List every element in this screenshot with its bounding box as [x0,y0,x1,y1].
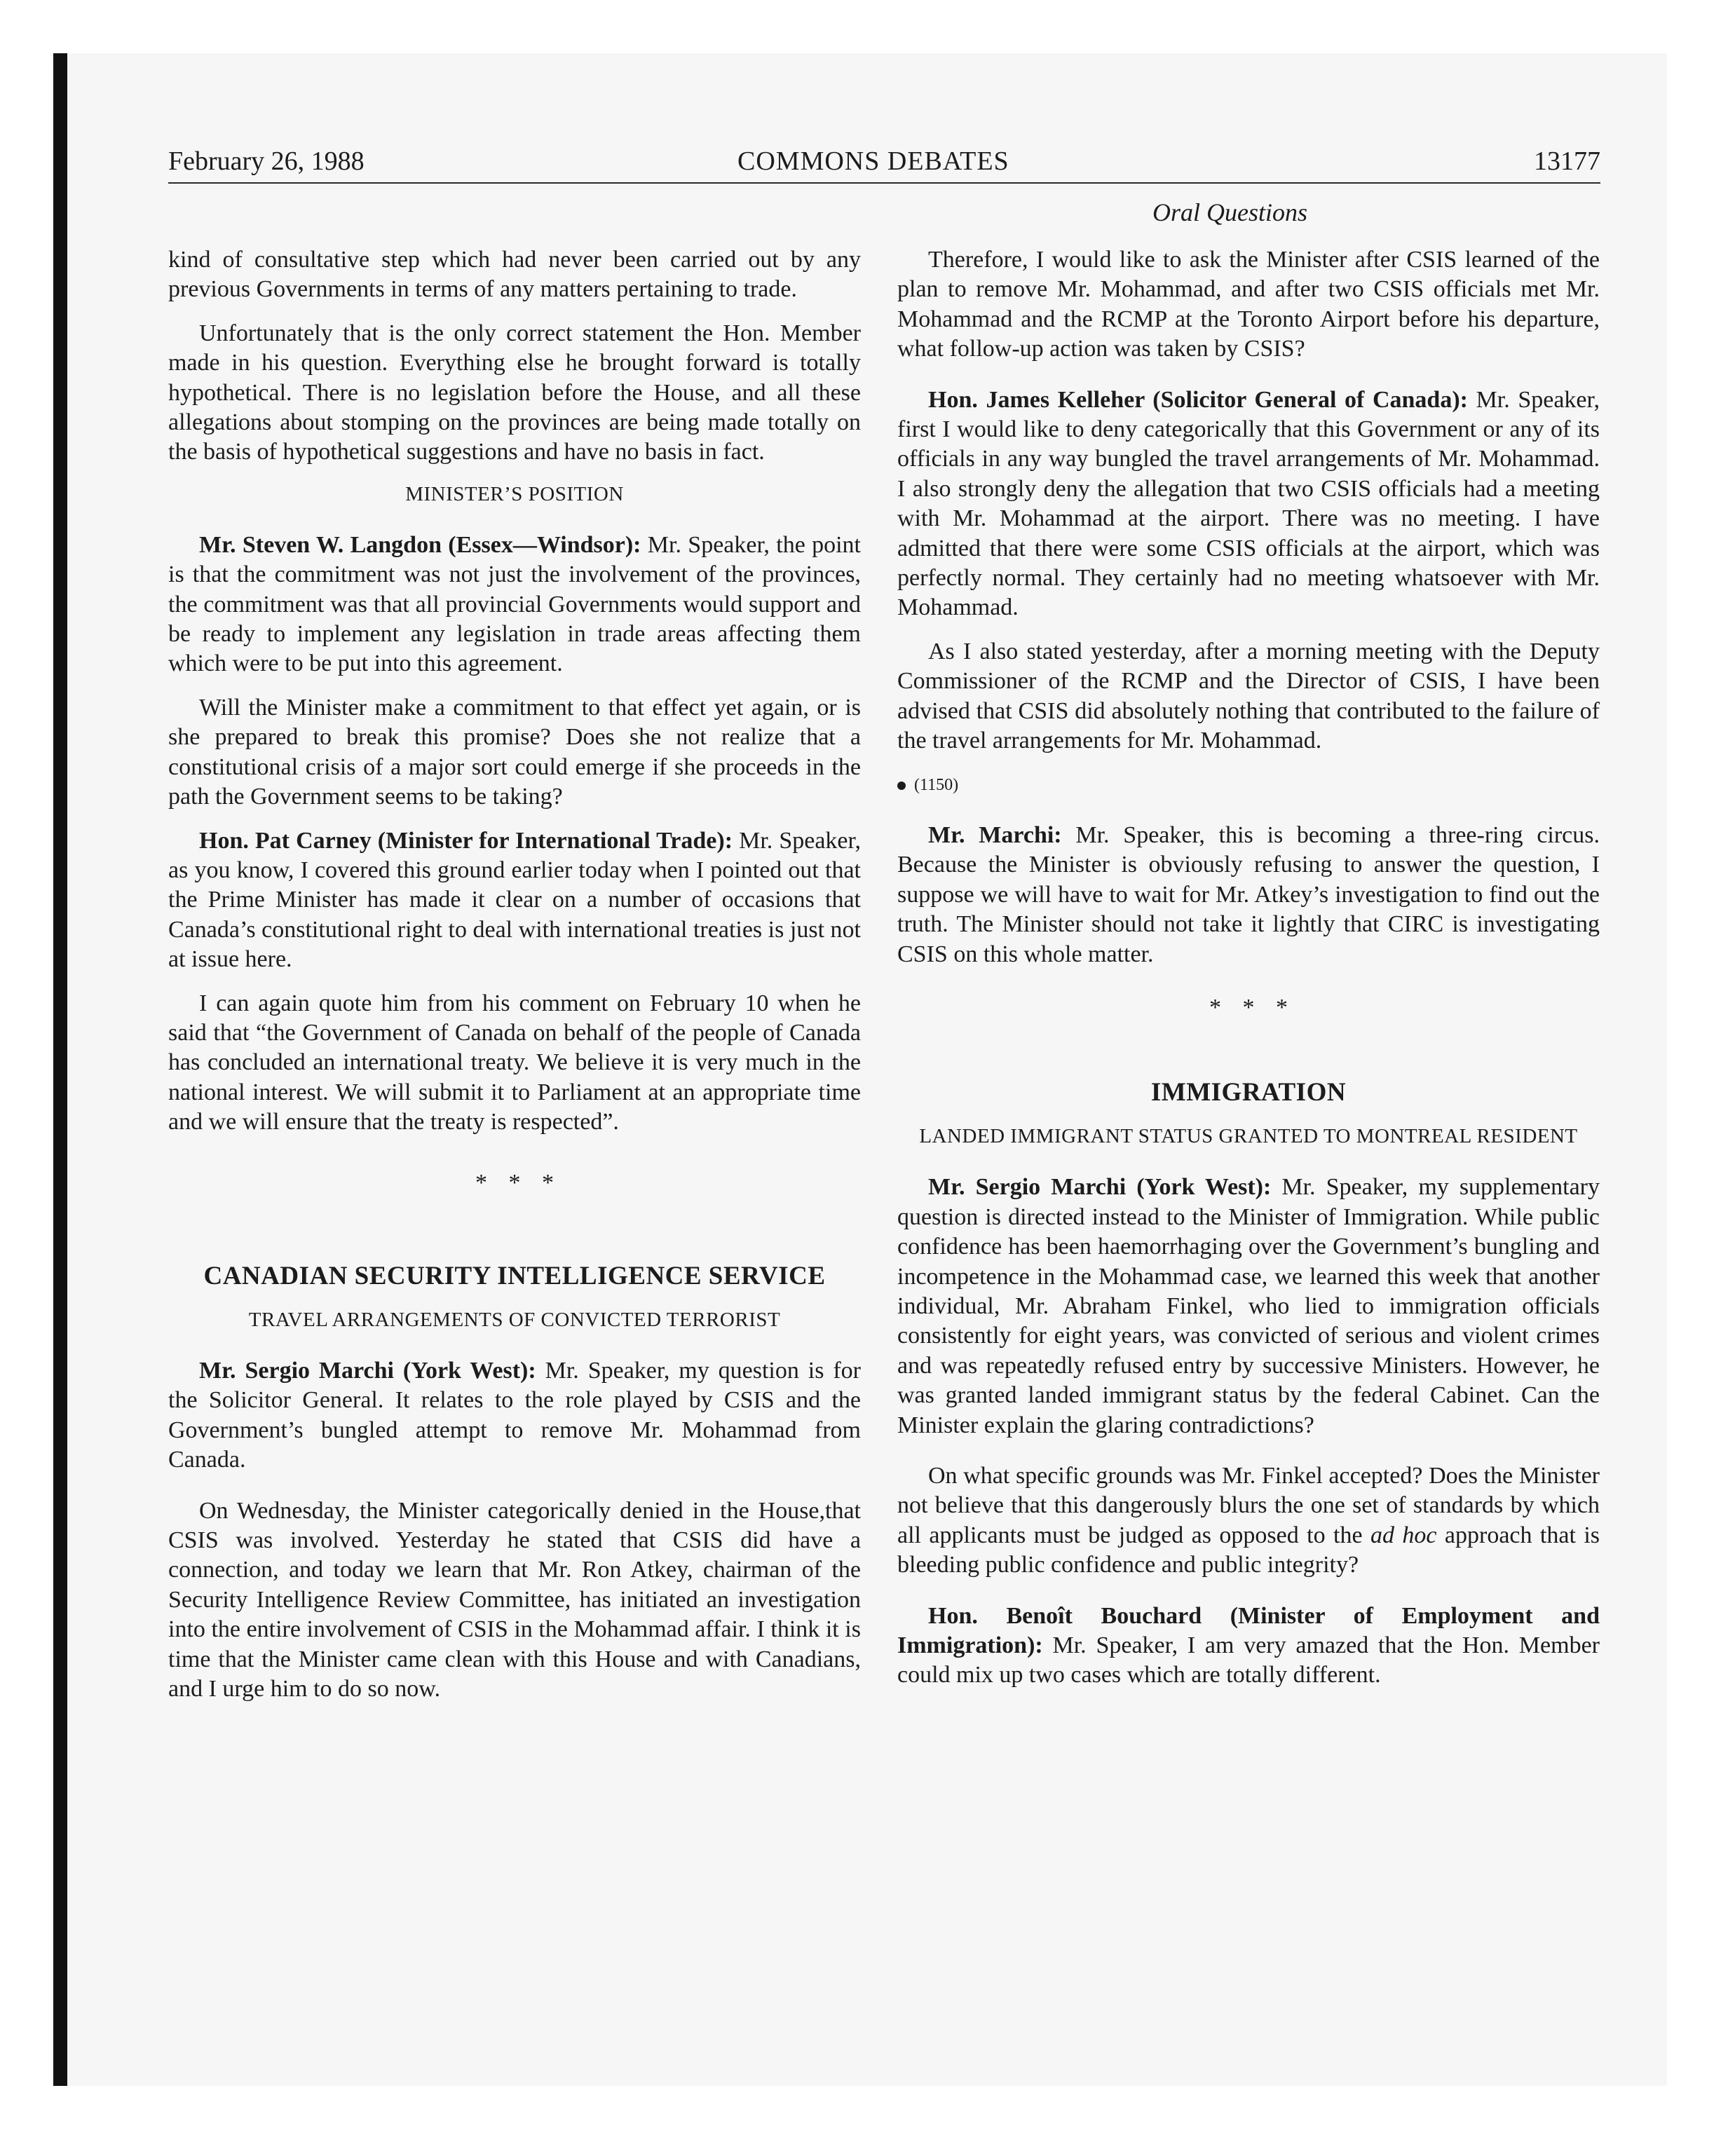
paragraph: I can again quote him from his comment on February 10 when he said that “the Government of Canada on behalf of the people of Canada has concluded an international treaty. We believe it is very much in the national interest. We will submit it to Parliament at an appropriate time and we will ensure that the treaty is respected”. [168,990,861,1135]
right-column [897,245,1600,1705]
subheading-landed-immigrant-status: LANDED IMMIGRANT STATUS GRANTED TO MONTREAL RESIDENT [919,1125,1578,1148]
paragraph: Will the Minister make a commitment to that effect yet again, or is she prepared to break this promise? Does she not realize that a constitutional crisis of a major sort could emerge if she proceeds in the path the Government seems to be taking? [168,694,861,810]
section-separator: * * * [1209,994,1288,1021]
paragraph [897,386,1600,623]
paragraph [897,1173,1600,1440]
header-title: COMMONS DEBATES [737,146,1009,176]
header-page-number: 13177 [1534,146,1600,176]
left-column [168,245,861,1718]
paragraph [168,531,861,679]
speaker-name: Mr. Sergio Marchi (York West): [928,1174,1272,1201]
heading-csis: CANADIAN SECURITY INTELLIGENCE SERVICE [203,1261,826,1290]
speaker-name: Hon. Pat Carney (Minister for International Trade): [199,827,733,854]
paragraph [168,826,861,975]
speaker-name: Hon. Benoît Bouchard (Minister of Employment and Immigration): [897,1602,1600,1659]
paragraph: Therefore, I would like to ask the Minister after CSIS learned of the plan to remove Mr. Mohammad, and after two CSIS officials met Mr. Mohammad and the RCMP at the Toronto Airport before his departure, what follow-up action was taken by CSIS? [897,247,1600,362]
heading-immigration: IMMIGRATION [1150,1078,1347,1107]
speaker-name: Mr. Steven W. Langdon (Essex—Windsor): [199,531,641,558]
speaker-name: Mr. Sergio Marchi (York West): [199,1357,536,1384]
speech-text: Mr. Speaker, as you know, I covered this ground earlier today when I pointed out that the Prime Minister has made it clear on a number of occasions that Canada’s constitutional right to deal with international treaties is just not at issue here. [168,827,861,973]
speaker-name: Hon. James Kelleher (Solicitor General of Canada): [928,386,1468,413]
emphasis-text: ad hoc [1370,1522,1437,1548]
section-separator: * * * [475,1169,554,1196]
subheading-travel-arrangements: TRAVEL ARRANGEMENTS OF CONVICTED TERRORIST [248,1308,781,1331]
paragraph: Unfortunately that is the only correct statement the Hon. Member made in his question. Everything else he brought forward is totally hypothetical. There is no legislation before the House, and all these allegations about stomping on the provinces are being made totally on the basis of hypothetical suggestions and have no basis in fact. [168,320,861,465]
speech-text: Mr. Speaker, this is becoming a three-ring circus. Because the Minister is obviously refusing to answer the question, I suppose we will have to wait for Mr. Atkey’s investigation to find out the truth. The Minister should not take it lightly that CIRC is investigating CSIS on this whole matter. [897,821,1600,967]
paragraph: As I also stated yesterday, after a morning meeting with the Deputy Commissioner of the RCMP and the Director of CSIS, I have been advised that CSIS did absolutely nothing that contributed to the failure of the travel arrangements for Mr. Mohammad. [897,638,1600,754]
header-date: February 26, 1988 [168,146,365,176]
section-label: Oral Questions [1152,198,1308,226]
speaker-name: Mr. Marchi: [928,821,1062,848]
speech-text: approach that is bleeding public confidence and public integrity? [897,1522,1600,1578]
paragraph [897,1602,1600,1691]
time-marker-text: (1150) [914,775,959,794]
header-rule [168,182,1600,184]
speech-text: Mr. Speaker, the point is that the commitment was not just the involvement of the provinces, the commitment was that all provincial Governments would support and be ready to implement any legislation in trade areas affecting them which were to be put into this agreement. [168,531,861,677]
speech-text: On what specific grounds was Mr. Finkel accepted? Does the Minister not believe that this dangerously blurs the one set of standards by which all applicants must be judged as opposed to the [897,1463,1600,1548]
scan-edge-bar [53,53,67,2086]
paragraph: kind of consultative step which had never been carried out by any previous Governments in terms of any matters pertaining to trade. [168,247,861,303]
speech-text: Mr. Speaker, I am very amazed that the Hon. Member could mix up two cases which are totally different. [897,1632,1600,1688]
speech-text: Mr. Speaker, my supplementary question is directed instead to the Minister of Immigration. While public confidence has been haemorrhaging over the Government’s bungling and incompetence in the Mohammad case, we learned this week that another individual, Mr. Abraham Finkel, who lied to immigration officials consistently for eight years, was convicted of serious and violent crimes and was repeatedly refused entry by successive Ministers. However, he was granted landed immigrant status by the federal Cabinet. Can the Minister explain the glaring contradictions? [897,1174,1600,1438]
paragraph [897,821,1600,969]
time-marker [897,770,1600,800]
paragraph [897,1461,1600,1581]
paragraph [168,1356,861,1475]
speech-text: Mr. Speaker, first I would like to deny categorically that this Government or any of its officials in any way bungled the travel arrangements of Mr. Mohammad. I also strongly deny the allegation that two CSIS officials had a meeting with Mr. Mohammad at the airport. There was no meeting. I have admitted that there were some CSIS officials at the airport, which was perfectly normal. They certainly had no meeting whatsoever with Mr. Mohammad. [897,386,1600,621]
speech-text: Mr. Speaker, my question is for the Solicitor General. It relates to the role played by CSIS and the Government’s bungled attempt to remove Mr. Mohammad from Canada. [168,1357,861,1473]
subheading-ministers-position: MINISTER’S POSITION [405,482,624,505]
paragraph: On Wednesday, the Minister categorically denied in the House,that CSIS was involved. Yesterday he stated that CSIS did have a connection, and today we learn that Mr. Ron Atkey, chairman of the Security Intelligence Review Committee, has initiated an investigation into the entire involvement of CSIS in the Mohammad affair. I think it is time that the Minister came clean with this House and with Canadians, and I urge him to do so now. [168,1497,861,1703]
bullet-icon [897,782,906,790]
